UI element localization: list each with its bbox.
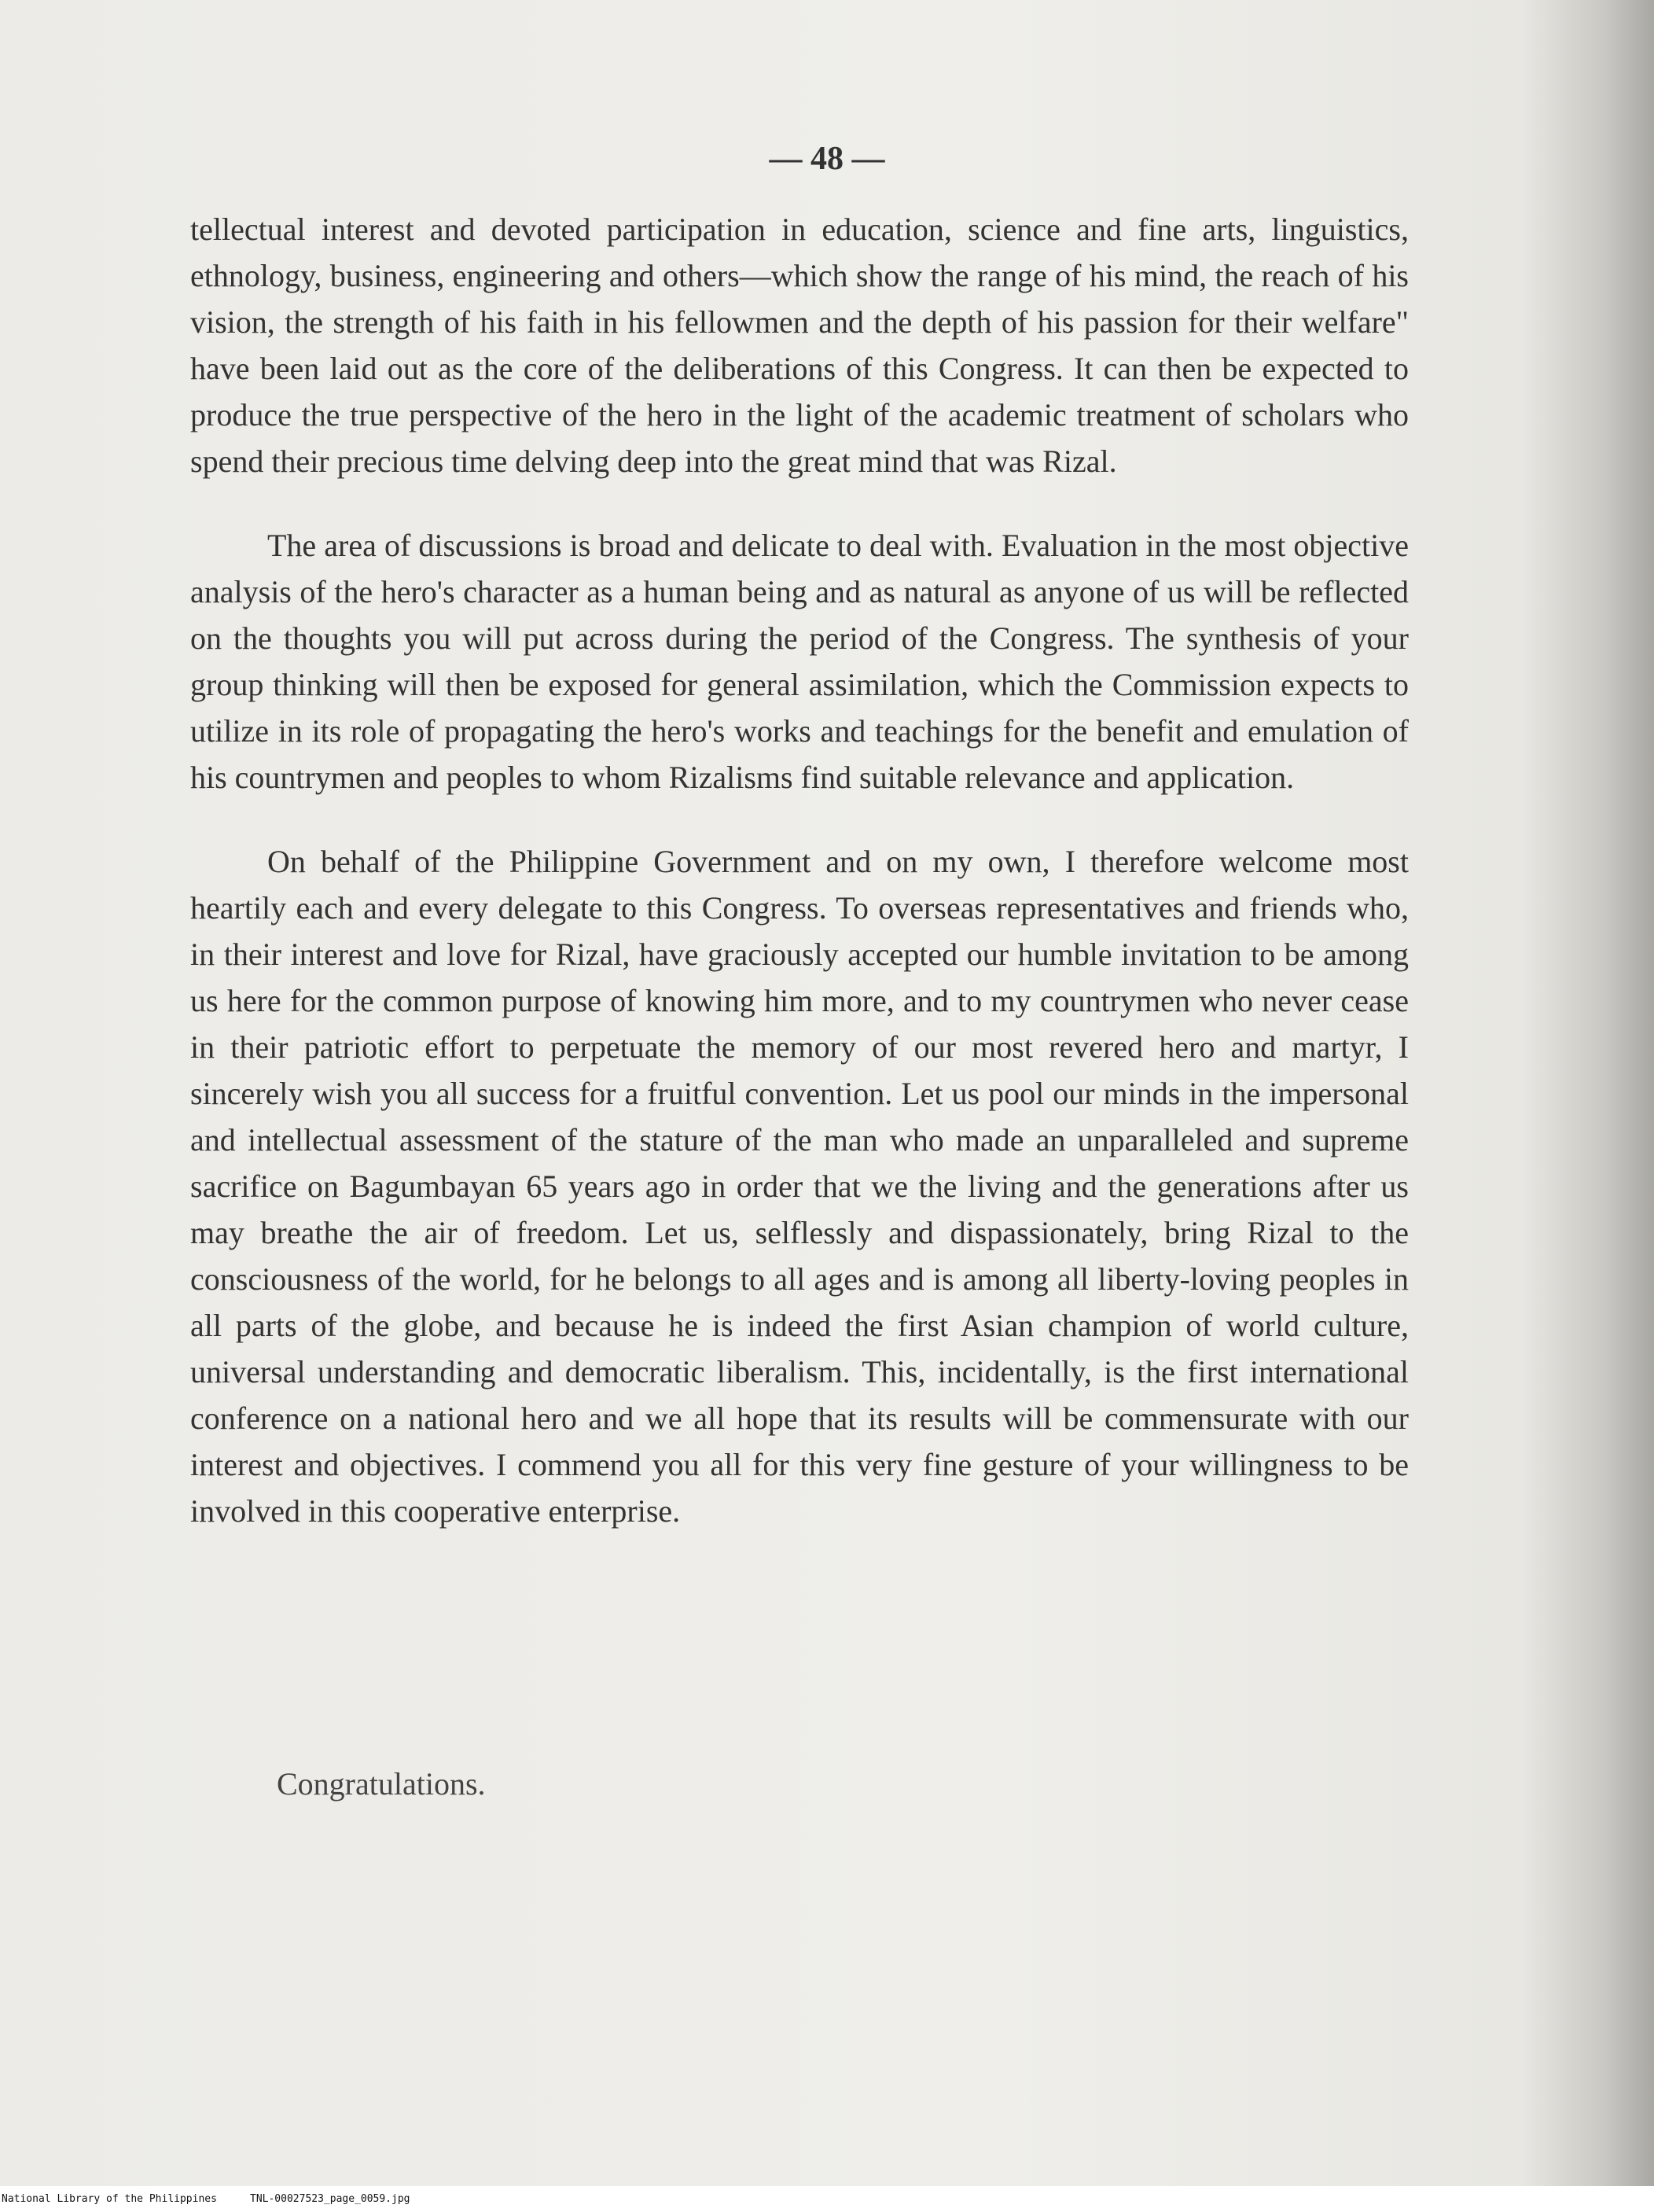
footer-source: National Library of the Philippines [2, 2193, 217, 2205]
paragraph-welcome: On behalf of the Philippine Government and on my own, I therefore welcome most heartily each and every delegate to this Congress. To overseas representatives and friends who, in their interest and love for Rizal, have graciously accepted our humble invitation to be among us here for the common purpose of knowing him more, and to my countrymen who never cease in their patriotic effort to perpetuate the memory of our most revered hero and martyr, I sincerely wish you all success for a fruitful convention. Let us pool our minds in the impersonal and intellectual assessment of the stature of the man who made an unparalleled and supreme sacrifice on Bagumbayan 65 years ago in order that we the living and the generations after us may breathe the air of freedom. Let us, selflessly and dispassionately, bring Rizal to the consciousness of the world, for he belongs to all ages and is among all liberty-loving peoples in all parts of the globe, and because he is indeed the first Asian champion of world culture, universal understanding and democratic liberalism. This, incidentally, is the first international conference on a national hero and we all hope that its results will be commensurate with our interest and objectives. I commend you all for this very fine gesture of your willingness to be involved in this cooperative enterprise. [190, 844, 1409, 1529]
scan-footer [0, 2186, 1654, 2212]
footer-filename: TNL-00027523_page_0059.jpg [250, 2193, 410, 2205]
paragraph-continuation: tellectual interest and devoted participation in education, science and fine arts, linguistics, ethnology, business, engineering and others—which show the range of his mind, the reach of his vision, the strength of his faith in his fellowmen and the depth of his passion for their welfare" have been laid out as the core of the deliberations of this Congress. It can then be expected to produce the true perspective of the hero in the light of the academic treatment of scholars who spend their precious time delving deep into the great mind that was Rizal. [190, 212, 1409, 479]
paragraph-discussions: The area of discussions is broad and delicate to deal with. Evaluation in the most objective analysis of the hero's character as a human being and as natural as anyone of us will be reflected on the thoughts you will put across during the period of the Congress. The synthesis of your group thinking will then be exposed for general assimilation, which the Commission expects to utilize in its role of propagating the hero's works and teachings for the benefit and emulation of his countrymen and peoples to whom Rizalisms find suitable relevance and application. [190, 528, 1409, 795]
page-number: — 48 — [769, 141, 885, 177]
closing-line: Congratulations. [277, 1766, 486, 1802]
body-text [190, 206, 1409, 1572]
